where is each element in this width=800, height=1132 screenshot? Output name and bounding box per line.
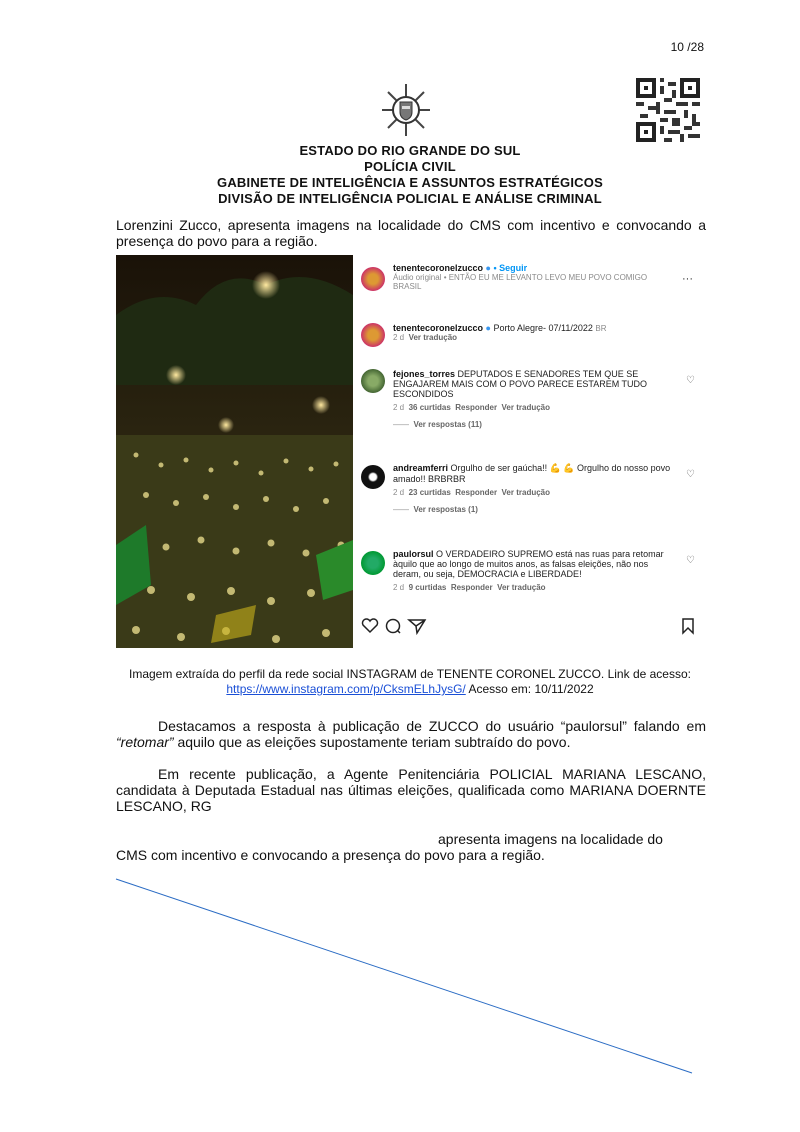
page-number: 10 /28 [670,40,704,54]
divider: —— [393,505,409,514]
header-cabinet: GABINETE DE INTELIGÊNCIA E ASSUNTOS ESTRATÉGICOS [217,175,603,190]
audio-info[interactable]: Áudio original • ENTÃO EU ME LEVANTO LEVO MEU POVO COMIGO BRASIL [393,273,648,291]
header-state: ESTADO DO RIO GRANDE DO SUL [299,143,521,158]
post-username[interactable]: tenentecoronelzucco [393,263,484,273]
translate-link[interactable]: Ver tradução [408,333,458,342]
caption-access-date: Acesso em: 10/11/2022 [468,682,594,696]
caption-text: Porto Alegre- 07/11/2022 [493,323,593,333]
reply-link[interactable]: Responder [450,583,493,592]
caption-username[interactable]: tenentecoronelzucco [393,323,484,333]
comment-username[interactable]: fejones_torres [393,369,456,379]
comment-text: O VERDADEIRO SUPREMO está nas ruas para retomar àquilo que ao longo de muitos anos, as falsas eleições, não nos deram, ou seja, DEMOCRACIA e LIBERDADE! [393,549,664,579]
comment-likes[interactable]: 36 curtidas [408,403,451,412]
comment-time: 2 d [393,403,405,412]
like-comment-icon[interactable]: ♡ [686,469,695,480]
translate-link[interactable]: Ver tradução [497,583,546,592]
comment-time: 2 d [393,488,405,497]
comment-text: DEPUTADOS E SENADORES TEM QUE SE ENGAJAREM MAIS COM O POVO PARECE ESTAREM TUDO ESCONDIDOS [393,369,648,399]
reply-link[interactable]: Responder [455,488,498,497]
comment-likes[interactable]: 9 curtidas [408,583,447,592]
comment-username[interactable]: andreamferri [393,463,449,473]
comment-likes[interactable]: 23 curtidas [408,488,451,497]
follow-button[interactable]: • Seguir [493,263,528,273]
comment-username[interactable]: paulorsul [393,549,434,559]
body-paragraph-3-start: apresenta imagens na localidade do [438,831,663,847]
divider: —— [393,420,409,429]
header-police: POLÍCIA CIVIL [364,159,456,174]
more-options-icon[interactable]: ··· [682,273,693,285]
translate-link[interactable]: Ver tradução [501,403,550,412]
caption-flag: BR [595,324,607,333]
intro-paragraph: Lorenzini Zucco, apresenta imagens na localidade do CMS com incentivo e convocando a presença do povo para a região. [116,217,706,249]
body-paragraph-3-end: CMS com incentivo e convocando a presença do povo para a região. [116,847,545,863]
caption-time: 2 d [393,333,405,342]
body-paragraph-2: Em recente publicação, a Agente Penitenciária POLICIAL MARIANA LESCANO, candidata à Deputada Estadual nas últimas eleições, qualificada como MARIANA DOERNTE LESCANO, RG [116,766,706,814]
translate-link[interactable]: Ver tradução [501,488,550,497]
body-paragraph-1: Destacamos a resposta à publicação de ZUCCO do usuário “paulorsul” falando em “retomar” aquilo que as eleições supostamente teriam subtraído do povo. [116,718,706,750]
like-comment-icon[interactable]: ♡ [686,375,695,386]
reply-link[interactable]: Responder [455,403,498,412]
verified-icon: ● [485,323,491,333]
instagram-link[interactable]: https://www.instagram.com/p/CksmELhJysG/ [226,682,466,696]
comment-text: Orgulho de ser gaúcha!! 💪 💪 Orgulho do nosso povo amado!! BRBRBR [393,463,671,484]
comment-time: 2 d [393,583,405,592]
header-division: DIVISÃO DE INTELIGÊNCIA POLICIAL E ANÁLISE CRIMINAL [218,191,602,206]
like-comment-icon[interactable]: ♡ [686,555,695,566]
view-replies-link[interactable]: Ver respostas (11) [413,420,482,429]
verified-icon: ● [485,263,491,273]
caption-text: Imagem extraída do perfil da rede social INSTAGRAM de TENENTE CORONEL ZUCCO. Link de acesso: [129,667,691,681]
view-replies-link[interactable]: Ver respostas (1) [413,505,478,514]
